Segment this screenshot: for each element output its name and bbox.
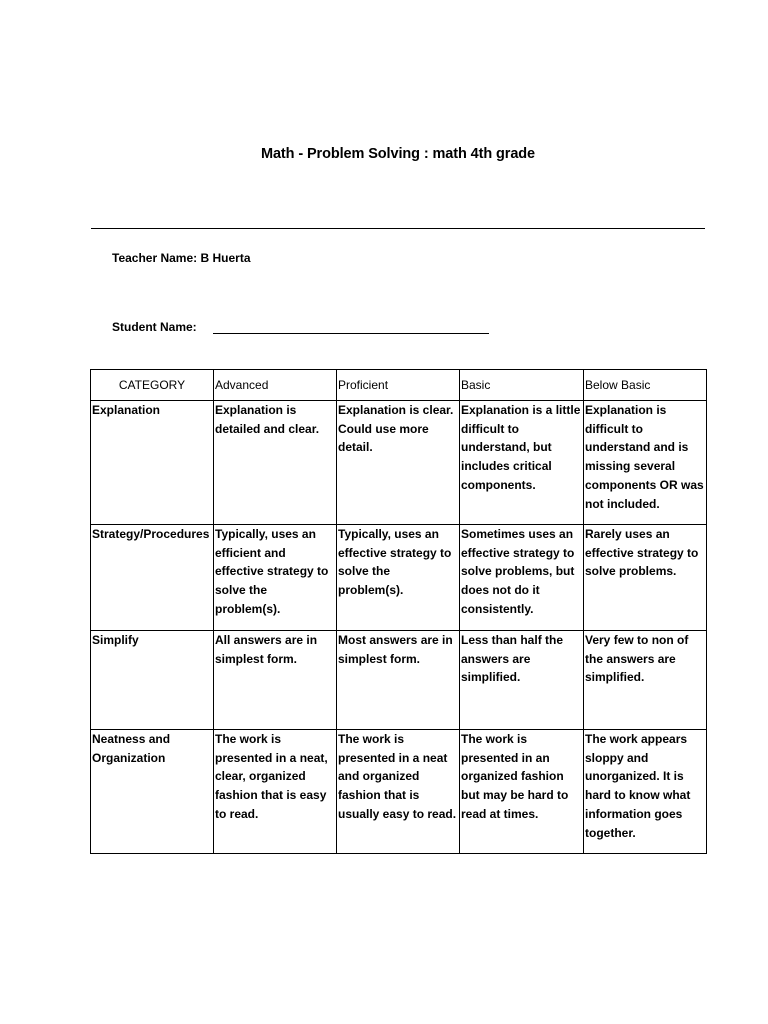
table-row	[91, 401, 707, 525]
table-cell: Sometimes uses an effective strategy to solve problems, but does not do it consistently.	[460, 525, 584, 631]
page-title: Math - Problem Solving : math 4th grade	[260, 146, 536, 162]
table-cell: Explanation is difficult to understand and is missing several components OR was not included.	[584, 401, 707, 525]
rubric-header-row	[91, 370, 707, 401]
table-cell: Typically, uses an efficient and effective strategy to solve the problem(s).	[214, 525, 337, 631]
table-cell: Rarely uses an effective strategy to solve problems.	[584, 525, 707, 631]
table-cell: Less than half the answers are simplified.	[460, 631, 584, 730]
table-cell: Explanation is clear. Could use more detail.	[337, 401, 460, 525]
table-cell: The work is presented in a neat, clear, organized fashion that is easy to read.	[214, 730, 337, 854]
table-cell: Typically, uses an effective strategy to solve the problem(s).	[337, 525, 460, 631]
table-cell: Most answers are in simplest form.	[337, 631, 460, 730]
row-category: Explanation	[91, 401, 214, 525]
table-row	[91, 525, 707, 631]
row-category: Strategy/Procedures	[91, 525, 214, 631]
table-cell: All answers are in simplest form.	[214, 631, 337, 730]
header-proficient: Proficient	[337, 370, 460, 401]
header-category: CATEGORY	[91, 370, 214, 401]
teacher-name-field	[112, 251, 251, 265]
header-basic: Basic	[460, 370, 584, 401]
student-name-blank-line	[213, 333, 489, 334]
table-row	[91, 730, 707, 854]
table-cell: The work is presented in a neat and organized fashion that is usually easy to read.	[337, 730, 460, 854]
table-cell: The work is presented in an organized fashion but may be hard to read at times.	[460, 730, 584, 854]
header-below-basic: Below Basic	[584, 370, 707, 401]
header-advanced: Advanced	[214, 370, 337, 401]
rubric-table	[90, 369, 707, 854]
teacher-name-label: Teacher Name:	[112, 251, 198, 265]
student-name-field	[112, 320, 489, 334]
table-cell: Very few to non of the answers are simplified.	[584, 631, 707, 730]
student-name-label: Student Name:	[112, 320, 197, 334]
table-cell: Explanation is a little difficult to understand, but includes critical components.	[460, 401, 584, 525]
table-cell: The work appears sloppy and unorganized. It is hard to know what information goes together.	[584, 730, 707, 854]
teacher-name-value: B Huerta	[200, 251, 251, 265]
row-category: Simplify	[91, 631, 214, 730]
table-row	[91, 631, 707, 730]
table-cell: Explanation is detailed and clear.	[214, 401, 337, 525]
title-divider	[91, 228, 705, 229]
row-category: Neatness and Organization	[91, 730, 214, 854]
